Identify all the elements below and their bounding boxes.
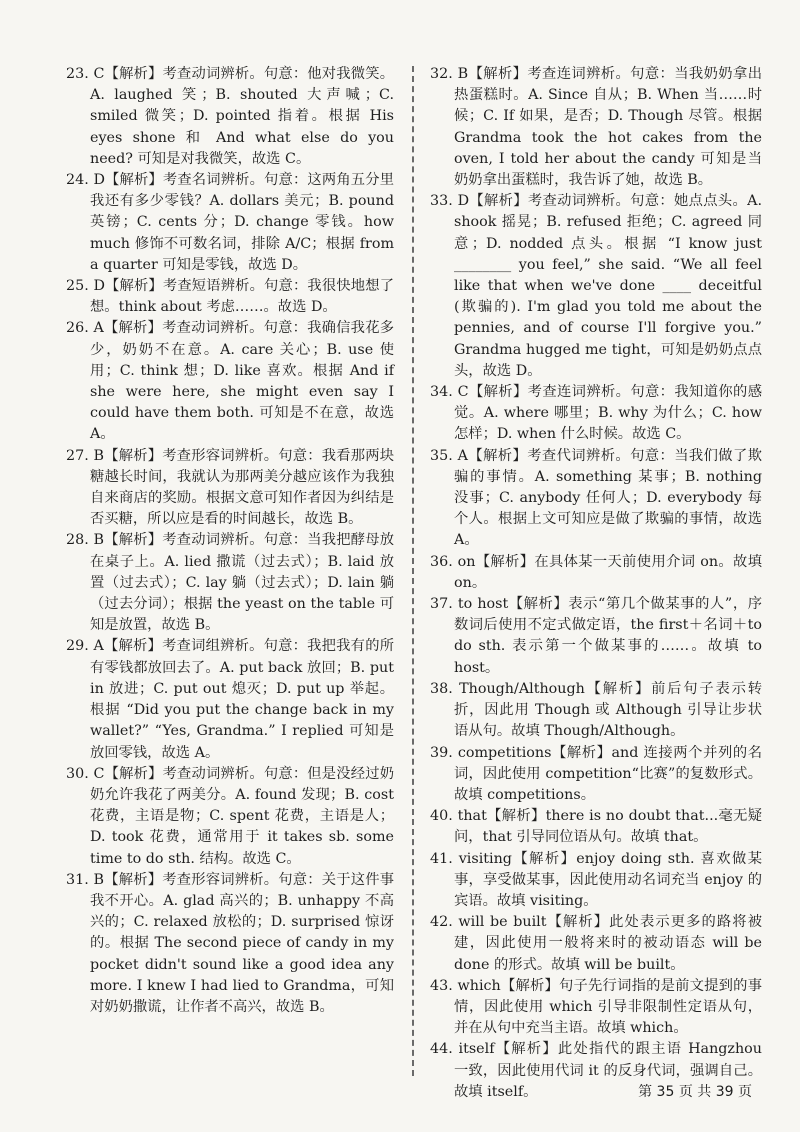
answer-item-44: 44. itself【解析】此处指代的跟主语 Hangzhou 一致，因此使用代词 it 的反身代词，强调自己。故填 itself。 [430,1041,762,1100]
answer-item-27: 27. B【解析】考查形容词辨析。句意：我看那两块糖越长时间，我就认为那两美分越应该作为我独自来商店的奖励。根据文意可知作者因为纠结是否买糖，所以应是看的时间越长，故选 B。 [66,447,394,528]
answer-item-38: 38. Though/Although【解析】前后句子表示转折，因此用 Though 或 Although 引导让步状语从句。故填 Though/Although。 [430,680,762,740]
answer-item-28: 28. B【解析】考查动词辨析。句意：当我把酵母放在桌子上。A. lied 撒谎（过去式）；B. laid 放置（过去式）；C. lay 躺（过去式）；D. lain 躺（过去分词）；根据 the yeast on the table 可知是放置，故选 B。 [66,532,394,634]
answer-item-23: 23. C【解析】考查动词辨析。句意：他对我微笑。A. laughed 笑；B. shouted 大声喊；C. smiled 微笑；D. pointed 指着。根据 His eyes shone 和 And what else do you need? 可知是对我微笑，故选 C。 [66,66,394,167]
answer-item-24: 24. D【解析】考查名词辨析。句意：这两角五分里我还有多少零钱？A. dollars 美元；B. pound 英镑；C. cents 分；D. change 零钱。how much 修饰不可数名词，排除 A/C；根据 from a quarter 可知是零钱，故选 D。 [66,172,394,273]
page-number: 第 35 页 共 39 页 [638,1084,752,1100]
right-column [430,64,762,1103]
left-column [66,64,394,1018]
answer-item-40: 40. that【解析】there is no doubt that...毫无疑问，that 引导同位语从句。故填 that。 [430,808,762,846]
answer-item-32: 32. B【解析】考查连词辨析。句意：当我奶奶拿出热蛋糕时。A. Since 自从；B. When 当……时候；C. If 如果，是否；D. Though 尽管。根据 Grandma took the hot cakes from the oven, I told her about the candy 可知是当奶奶拿出蛋糕时，我告诉了她，故选 B。 [430,66,762,189]
answer-item-35: 35. A【解析】考查代词辨析。句意：当我们做了欺骗的事情。A. something 某事；B. nothing 没事；C. anybody 任何人；D. everybody 每个人。根据上文可知应是做了欺骗的事情，故选 A。 [430,447,762,549]
answer-item-39: 39. competitions【解析】and 连接两个并列的名词，因此使用 competition“比赛”的复数形式。故填 competitions。 [430,744,762,803]
answer-item-41: 41. visiting【解析】enjoy doing sth. 喜欢做某事，享受做某事，因此使用动名词充当 enjoy 的宾语。故填 visiting。 [430,850,762,909]
answer-item-37: 37. to host【解析】表示“第几个做某事的人”，序数词后使用不定式做定语，the first＋名词＋to do sth. 表示第一个做某事的……。故填 to host。 [430,596,762,676]
answer-item-36: 36. on【解析】在具体某一天前使用介词 on。故填 on。 [430,553,762,591]
answer-item-31: 31. B【解析】考查形容词辨析。句意：关于这件事我不开心。A. glad 高兴的；B. unhappy 不高兴的；C. relaxed 放松的；D. surprised 惊讶的。根据 The second piece of candy in my pocket didn't sound like a good idea any more. I knew I had lied to Grandma，可知对奶奶撒谎，让作者不高兴，故选 B。 [66,871,394,1015]
answer-item-30: 30. C【解析】考查动词辨析。句意：但是没经过奶奶允许我花了两美分。A. found 发现；B. cost 花费，主语是物；C. spent 花费，主语是人；D. took 花费，通常用于 it takes sb. some time to do sth. 结构。故选 C。 [66,765,394,867]
answer-item-25: 25. D【解析】考查短语辨析。句意：我很快地想了想。think about 考虑……。故选 D。 [66,278,394,316]
answer-item-29: 29. A【解析】考查词组辨析。句意：我把我有的所有零钱都放回去了。A. put back 放回；B. put in 放进；C. put out 熄灭；D. put up 举起。根据 “Did you put the change back in my wallet?” “Yes, Grandma.” I replied 可知是放回零钱，故选 A。 [66,638,394,761]
answer-item-34: 34. C【解析】考查连词辨析。句意：我知道你的感觉。A. where 哪里；B. why 为什么；C. how 怎样；D. when 什么时候。故选 C。 [430,384,762,443]
answer-item-26: 26. A【解析】考查动词辨析。句意：我确信我花多少，奶奶不在意。A. care 关心；B. use 使用；C. think 想；D. like 喜欢。根据 And if she were here, she might even say I could have them both. 可知是不在意，故选 A。 [66,320,394,443]
column-divider [412,66,414,1076]
answer-item-33: 33. D【解析】考查动词辨析。句意：她点点头。A. shook 摇晃；B. refused 拒绝；C. agreed 同意；D. nodded 点头。根据 “I know just ________ you feel,” she said. “We all feel like that when we've done ____ deceitful (欺骗的). I'm glad you told me about the pennies, and of course I'll forgive you.” Grandma hugged me tight，可知是奶奶点点头，故选 D。 [430,193,762,379]
answer-item-42: 42. will be built【解析】此处表示更多的路将被建，因此使用一般将来时的被动语态 will be done 的形式。故填 will be built。 [430,914,762,973]
answer-item-43: 43. which【解析】句子先行词指的是前文提到的事情，因此使用 which 引导非限制性定语从句，并在从句中充当主语。故填 which。 [430,977,762,1037]
